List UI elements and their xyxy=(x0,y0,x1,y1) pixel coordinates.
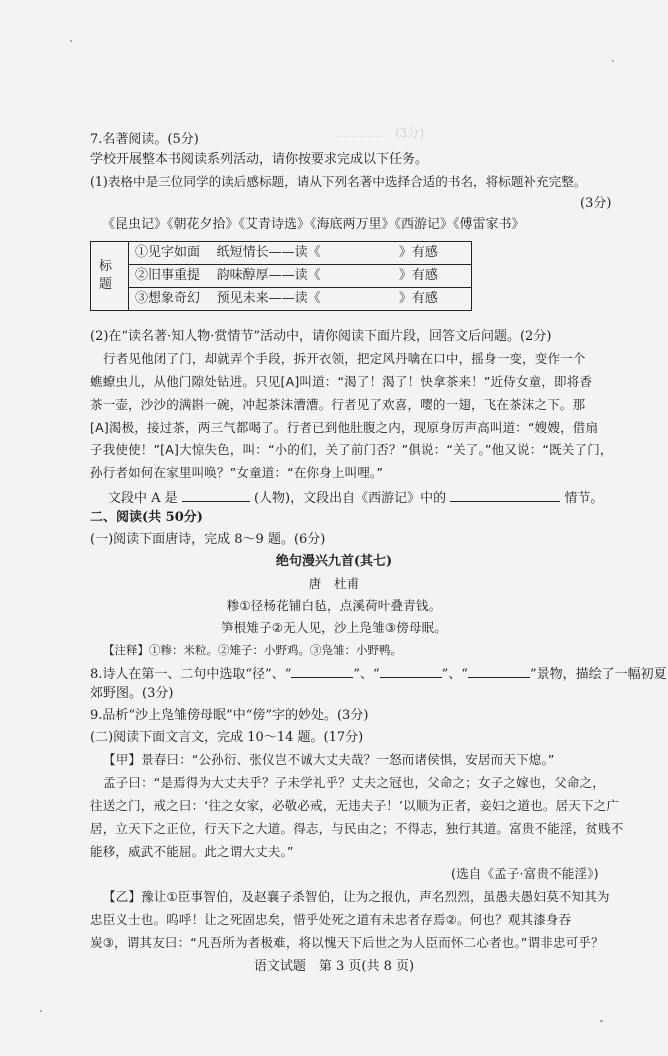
q7-intro: 学校开展整本书阅读系列活动，请你按要求完成以下任务。 xyxy=(90,152,429,167)
q8-line-2: 郊野图。(3分) xyxy=(90,686,174,701)
scan-speck xyxy=(70,40,72,42)
q7-title-table xyxy=(90,241,472,311)
passage-line: 子我使使！”[A]大惊失色，叫：“小的们，关了前门否？”俱说：“关了。”他又说：“既关了门， xyxy=(90,442,613,457)
q7-part2: (2)在“读名著·知人物·赏情节”活动中，请你阅读下面片段，回答文后问题。(2分) xyxy=(90,329,552,344)
row-suffix: 》有感 xyxy=(398,291,438,306)
row-text: 韵味醇厚——读《 xyxy=(216,268,321,283)
character-answer-blank[interactable] xyxy=(182,487,250,502)
passage-line: 蟭蟟虫儿，从他门隙处钻进。只见[A]叫道：“渴了！渴了！快拿茶来！”近侍女童，即将香 xyxy=(90,374,593,389)
yi-line: 忠臣义士也。呜呼！让之死固忠矣，惜乎处死之道有未忠者存焉②。何也？观其漆身吞 xyxy=(90,912,572,927)
passage-line: 孙行者如何在家里叫唤？”女童道：“在你身上叫哩。” xyxy=(90,465,384,480)
q7-title: 7.名著阅读。(5分) xyxy=(90,132,199,147)
scan-speck xyxy=(612,60,614,62)
table-header-cell xyxy=(91,242,129,311)
table-row xyxy=(129,242,472,265)
poem-author: 唐 杜甫 xyxy=(308,576,360,591)
q8-text-b: ”、“ xyxy=(353,667,380,682)
passage-line: 茶一壶，沙沙的满斟一碗，冲起茶沫漕漕。行者见了欢喜，嘤的一翅，飞在茶沫之下。那 xyxy=(90,397,586,412)
fill-suffix: 情节。 xyxy=(564,491,604,506)
row-suffix: 》有感 xyxy=(398,245,438,260)
poem-line-2: 笋根雉子②无人见，沙上凫雏③傍母眠。 xyxy=(220,620,447,635)
row-phrase: ③想象奇幻 xyxy=(135,291,201,306)
q8 xyxy=(90,663,667,684)
yi-line: 炭③，谓其友曰：“凡吾所为者极难，将以愧天下后世之为人臣而怀二心者也。”谓非忠可乎？ xyxy=(90,935,604,950)
row-text: 纸短情长——读《 xyxy=(216,245,321,260)
jia-line: 能移，威武不能屈。此之谓大丈夫。” xyxy=(90,844,294,859)
q9: 9.品析“沙上凫雏傍母眠”中“傍”字的妙处。(3分) xyxy=(90,708,369,723)
scene-answer-blank[interactable] xyxy=(380,663,442,678)
q8-text-a: 8.诗人在第一、二句中选取“径”、“ xyxy=(90,667,292,682)
q7-part1: (1)表格中是三位同学的读后感标题，请从下列名著中选择合适的书名，将标题补充完整。 xyxy=(90,174,587,189)
q7-books: 《昆虫记》《朝花夕拾》《艾青诗选》《海底两万里》《西游记》《傅雷家书》 xyxy=(102,217,525,232)
table-row xyxy=(129,288,472,311)
jia-line: 居，立天下之正位，行天下之大道。得志，与民由之；不得志，独行其道。富贵不能淫，贫贱不 xyxy=(90,821,624,836)
passage-line: 行者见他闭了门，却就弄个手段，拆开衣领，把定风丹噙在口中，摇身一变，变作一个 xyxy=(103,351,586,366)
q7-part1-score: (3分) xyxy=(580,196,612,211)
table-header-label: 标题 xyxy=(99,259,121,292)
poem-notes: 【注释】①糁：米粒。②雉子：小野鸡。③凫雏：小野鸭。 xyxy=(103,643,402,657)
bleed-through-mark: ………… (3分) xyxy=(335,126,424,140)
jia-source: (选自《孟子·富贵不能淫》) xyxy=(451,866,599,881)
section-2-title: 二、阅读(共 50分) xyxy=(90,510,203,525)
jia-line: 孟子曰：“是焉得为大丈夫乎？子未学礼乎？丈夫之冠也，父命之；女子之嫁也，父命之， xyxy=(103,775,605,790)
row-suffix: 》有感 xyxy=(398,268,438,283)
fill-prefix: 文段中 A 是 xyxy=(108,491,178,506)
table-row xyxy=(129,265,472,288)
jia-line: 【甲】景春曰：“公孙衍、张仪岂不诚大丈夫哉？一怒而诸侯惧，安居而天下熄。” xyxy=(103,752,555,767)
scene-answer-blank[interactable] xyxy=(468,663,530,678)
q8-text-c: ”、“ xyxy=(441,667,468,682)
q7-fill-question xyxy=(108,487,603,508)
row-text: 预见未来——读《 xyxy=(216,291,321,306)
passage-line: [A]渴极，接过茶，两三气都喝了。行者已到他肚腹之内，现原身厉声高叫道：“嫂嫂，借扇 xyxy=(90,420,599,435)
poem-title: 绝句漫兴九首(其七) xyxy=(275,554,393,569)
row-phrase: ①见字如面 xyxy=(135,245,201,260)
fill-middle: (人物)，文段出自《西游记》中的 xyxy=(253,491,447,506)
plot-answer-blank[interactable] xyxy=(450,487,560,502)
section-2-sub1: (一)阅读下面唐诗，完成 8～9 题。(6分) xyxy=(90,532,326,547)
q8-text-d: ”景物，描绘了一幅初夏 xyxy=(529,667,667,682)
row-phrase: ②旧事重提 xyxy=(135,268,201,283)
scene-answer-blank[interactable] xyxy=(291,663,353,678)
yi-line: 【乙】豫让①臣事智伯，及赵襄子杀智伯，让为之报仇，声名烈烈，虽愚夫愚妇莫不知其为 xyxy=(103,889,610,904)
poem-line-1: 糁①径杨花铺白毡，点溪荷叶叠青钱。 xyxy=(226,598,442,613)
page-footer: 语文试题 第 3 页(共 8 页) xyxy=(253,959,415,974)
section-2-sub2: (二)阅读下面文言文，完成 10～14 题。(17分) xyxy=(90,730,364,745)
jia-line: 往送之门，戒之曰：‘往之女家，必敬必戒，无违夫子！’以顺为正者，妾妇之道也。居天下之广 xyxy=(90,798,620,813)
scan-speck xyxy=(40,1010,42,1012)
scan-speck xyxy=(600,1020,603,1022)
